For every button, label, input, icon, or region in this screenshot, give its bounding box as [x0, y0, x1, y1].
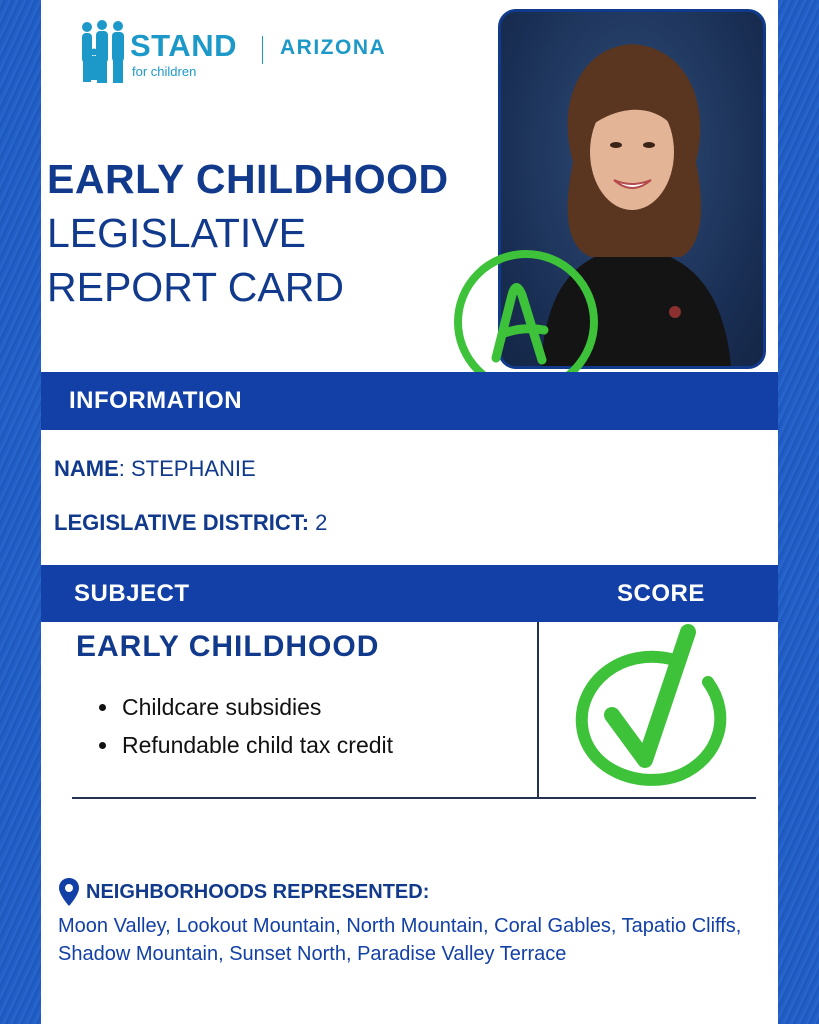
brand-name: STAND	[130, 28, 237, 63]
brand-tagline: for children	[132, 64, 197, 79]
name-field	[54, 456, 256, 482]
title-line-3: REPORT CARD	[47, 264, 344, 310]
list-item: • Childcare subsidies	[120, 688, 393, 726]
logo-divider	[262, 36, 263, 64]
district-label: LEGISLATIVE DISTRICT:	[54, 510, 310, 535]
neighborhoods-list: Moon Valley, Lookout Mountain, North Mountain, Coral Gables, Tapatio Cliffs, Shadow Mountain, Sunset North, Paradise Valley Terrace	[58, 915, 742, 965]
subject-score-banner	[41, 565, 778, 622]
list-item: • Refundable child tax credit	[120, 726, 393, 764]
subject-header: SUBJECT	[74, 580, 190, 607]
neighborhoods-label: NEIGHBORHOODS REPRESENTED:	[86, 881, 430, 903]
score-header: SCORE	[617, 580, 705, 607]
checkmark-circle-icon	[560, 620, 740, 795]
district-value: 2	[309, 510, 328, 535]
location-pin-icon	[58, 877, 80, 907]
stand-logo	[80, 20, 400, 84]
name-label: NAME	[54, 456, 119, 481]
name-value: : STEPHANIE	[118, 456, 256, 481]
column-divider	[537, 622, 539, 798]
district-field	[54, 510, 327, 536]
table-bottom-rule	[72, 797, 756, 799]
subject-title: EARLY CHILDHOOD	[76, 630, 380, 663]
brand-region: ARIZONA	[280, 36, 387, 59]
title-line-2: LEGISLATIVE	[47, 210, 307, 256]
subject-items	[96, 688, 393, 764]
information-banner	[41, 372, 778, 430]
information-heading: INFORMATION	[69, 387, 243, 414]
family-figures-icon	[80, 20, 128, 84]
title-line-1: EARLY CHILDHOOD	[47, 156, 449, 202]
